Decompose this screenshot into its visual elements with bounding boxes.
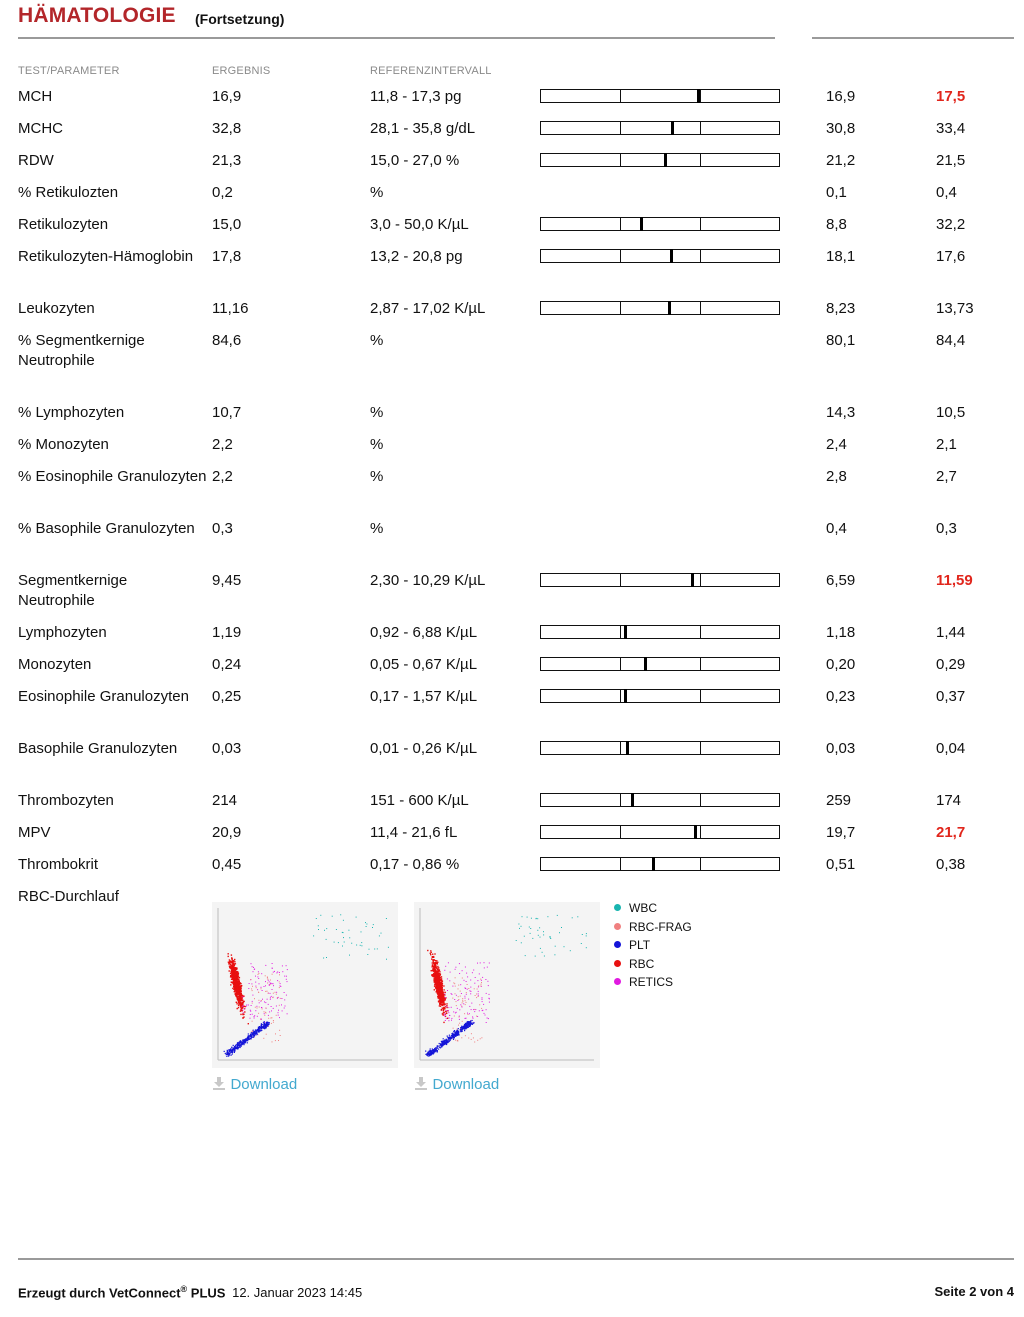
test-name: Monozyten — [18, 656, 92, 673]
reference-interval: % — [370, 404, 384, 421]
header-divider — [18, 37, 775, 39]
range-bar-divider — [700, 122, 701, 134]
range-marker — [670, 249, 673, 263]
reference-interval: 11,8 - 17,3 pg — [370, 88, 462, 105]
test-result: 0,03 — [212, 740, 242, 757]
test-name: Thrombokrit — [18, 856, 99, 873]
history-value-2: 33,4 — [936, 120, 966, 137]
history-value-2: 10,5 — [936, 404, 966, 421]
test-result: 1,19 — [212, 624, 242, 641]
footer-generated — [18, 1284, 362, 1300]
rbc-scatter-plot-2 — [414, 902, 600, 1068]
test-result: 84,6 — [212, 332, 242, 349]
footer-product: PLUS — [190, 1285, 226, 1301]
footer-divider — [18, 1258, 1014, 1260]
reference-interval: % — [370, 436, 384, 453]
reference-interval: 11,4 - 21,6 fL — [370, 824, 458, 841]
reference-interval: 0,01 - 0,26 K/µL — [370, 740, 478, 757]
test-name: Thrombozyten — [18, 792, 114, 809]
range-bar-divider — [700, 218, 701, 230]
range-bar-divider — [700, 658, 701, 670]
legend-label: RBC — [629, 956, 655, 971]
range-bar-divider — [620, 574, 621, 586]
range-bar-divider — [620, 690, 621, 702]
test-result: 0,45 — [212, 856, 242, 873]
range-bar — [540, 793, 780, 807]
legend-dot-icon — [614, 923, 621, 930]
history-value-2: 0,38 — [936, 856, 966, 873]
scatter-plot-svg — [212, 902, 398, 1068]
test-name: Segmentkernige Neutrophile — [18, 572, 128, 609]
history-value-1: 18,1 — [826, 248, 856, 265]
legend-label: PLT — [629, 938, 651, 952]
history-value-1: 1,18 — [826, 624, 856, 641]
history-value-2: 21,7 — [936, 824, 966, 841]
reference-interval: 0,05 - 0,67 K/µL — [370, 656, 478, 673]
history-value-1: 259 — [826, 792, 852, 809]
range-bar — [540, 121, 780, 135]
test-result: 32,8 — [212, 120, 242, 137]
range-marker — [624, 625, 627, 639]
range-bar-divider — [620, 154, 621, 166]
range-bar — [540, 153, 780, 167]
range-bar — [540, 857, 780, 871]
test-result: 17,8 — [212, 248, 242, 265]
test-name: MCH — [18, 88, 53, 105]
reference-interval: 15,0 - 27,0 % — [370, 152, 460, 169]
range-marker — [626, 741, 629, 755]
legend-item — [614, 920, 692, 934]
reference-interval: 0,92 - 6,88 K/µL — [370, 624, 478, 641]
legend-label: RETICS — [629, 975, 674, 989]
history-value-1: 8,23 — [826, 300, 856, 317]
range-bar-divider — [620, 658, 621, 670]
legend-label: WBC — [629, 901, 657, 915]
test-name: % Monozyten — [18, 436, 109, 453]
history-value-1: 0,51 — [826, 856, 856, 873]
legend-item — [614, 957, 654, 971]
legend-dot-icon — [614, 978, 621, 985]
column-header-result: ERGEBNIS — [212, 65, 271, 77]
history-value-2: 0,04 — [936, 740, 966, 757]
test-name: Leukozyten — [18, 300, 95, 317]
range-bar — [540, 825, 780, 839]
section-subtitle: (Fortsetzung) — [195, 11, 285, 27]
range-bar-divider — [700, 154, 701, 166]
test-name: MCHC — [18, 120, 63, 137]
history-value-2: 0,37 — [936, 688, 966, 705]
range-bar-divider — [700, 250, 701, 262]
reference-interval: % — [370, 520, 384, 537]
test-result: 0,25 — [212, 688, 242, 705]
range-bar — [540, 217, 780, 231]
reference-interval: 2,87 - 17,02 K/µL — [370, 300, 486, 317]
range-bar-divider — [620, 218, 621, 230]
range-bar — [540, 741, 780, 755]
range-bar-divider — [700, 302, 701, 314]
history-value-2: 84,4 — [936, 332, 966, 349]
test-name: % Retikulozten — [18, 184, 119, 201]
registered-mark: ® — [180, 1284, 188, 1294]
test-result: 2,2 — [212, 436, 233, 453]
range-marker — [694, 825, 697, 839]
history-value-2: 2,7 — [936, 468, 957, 485]
history-value-1: 8,8 — [826, 216, 847, 233]
history-value-2: 13,73 — [936, 300, 974, 317]
range-bar-divider — [700, 742, 701, 754]
range-bar — [540, 689, 780, 703]
history-value-1: 0,1 — [826, 184, 847, 201]
range-bar-divider — [620, 302, 621, 314]
range-bar — [540, 573, 780, 587]
range-bar — [540, 249, 780, 263]
range-bar — [540, 301, 780, 315]
legend-item — [614, 901, 657, 915]
history-value-2: 17,5 — [936, 88, 966, 105]
range-marker — [668, 301, 671, 315]
legend-item — [614, 938, 650, 952]
history-value-2: 174 — [936, 792, 962, 809]
history-value-1: 2,8 — [826, 468, 847, 485]
test-name: MPV — [18, 824, 51, 841]
range-bar — [540, 657, 780, 671]
range-marker — [671, 121, 674, 135]
range-marker — [640, 217, 643, 231]
legend-dot-icon — [614, 960, 621, 967]
footer-page-number: Seite 2 von 4 — [934, 1284, 1014, 1299]
range-marker — [644, 657, 647, 671]
history-value-2: 21,5 — [936, 152, 966, 169]
range-marker — [697, 89, 700, 103]
history-value-2: 11,59 — [936, 572, 973, 589]
column-header-reference: REFERENZINTERVALL — [370, 65, 492, 77]
history-value-2: 1,44 — [936, 624, 966, 641]
test-result: 15,0 — [212, 216, 242, 233]
test-result: 11,16 — [212, 300, 249, 317]
history-value-1: 30,8 — [826, 120, 856, 137]
test-result: 20,9 — [212, 824, 242, 841]
scatter-plot-svg — [414, 902, 600, 1068]
section-title: HÄMATOLOGIE — [18, 4, 176, 27]
range-bar-divider — [700, 858, 701, 870]
range-bar-divider — [700, 826, 701, 838]
footer-generated-by: Erzeugt durch VetConnect — [18, 1285, 181, 1301]
history-value-2: 2,1 — [936, 436, 957, 453]
history-value-2: 17,6 — [936, 248, 966, 265]
history-value-1: 0,23 — [826, 688, 856, 705]
history-value-1: 0,20 — [826, 656, 856, 673]
range-bar-divider — [700, 90, 701, 102]
download-link-2[interactable] — [414, 1076, 499, 1094]
reference-interval: % — [370, 332, 384, 349]
range-marker — [631, 793, 634, 807]
test-result: 2,2 — [212, 468, 233, 485]
history-value-1: 2,4 — [826, 436, 847, 453]
range-bar-divider — [700, 574, 701, 586]
range-bar-divider — [620, 250, 621, 262]
range-bar-divider — [620, 858, 621, 870]
reference-interval: 0,17 - 0,86 % — [370, 856, 460, 873]
history-value-1: 80,1 — [826, 332, 856, 349]
history-value-1: 0,4 — [826, 520, 847, 537]
range-bar-divider — [700, 626, 701, 638]
reference-interval: 28,1 - 35,8 g/dL — [370, 120, 476, 137]
header-divider-history — [812, 37, 1014, 39]
history-value-2: 0,4 — [936, 184, 957, 201]
range-bar-divider — [620, 826, 621, 838]
range-marker — [691, 573, 694, 587]
test-name: Eosinophile Granulozyten — [18, 688, 189, 705]
download-label: Download — [432, 1076, 500, 1093]
range-bar-divider — [620, 122, 621, 134]
test-result: 214 — [212, 792, 238, 809]
test-name: % Segmentkernige Neutrophile — [18, 332, 145, 369]
range-bar-divider — [700, 794, 701, 806]
reference-interval: 0,17 - 1,57 K/µL — [370, 688, 478, 705]
reference-interval: 151 - 600 K/µL — [370, 792, 469, 809]
footer-date: 12. Januar 2023 14:45 — [232, 1285, 363, 1301]
test-result: 16,9 — [212, 88, 242, 105]
legend-dot-icon — [614, 941, 621, 948]
test-result: 10,7 — [212, 404, 242, 421]
range-bar-divider — [700, 690, 701, 702]
range-bar-divider — [620, 742, 621, 754]
test-name: % Eosinophile Granulozyten — [18, 468, 207, 485]
history-value-1: 14,3 — [826, 404, 856, 421]
range-marker — [652, 857, 655, 871]
test-result: 0,3 — [212, 520, 233, 537]
test-result: 0,2 — [212, 184, 233, 201]
history-value-1: 6,59 — [826, 572, 856, 589]
history-value-1: 19,7 — [826, 824, 856, 841]
range-bar — [540, 89, 780, 103]
test-result: 9,45 — [212, 572, 242, 589]
test-name: % Lymphozyten — [18, 404, 125, 421]
range-marker — [664, 153, 667, 167]
reference-interval: 13,2 - 20,8 pg — [370, 248, 463, 265]
legend-dot-icon — [614, 904, 621, 911]
test-name: Retikulozyten-Hämoglobin — [18, 248, 194, 265]
legend-item — [614, 975, 673, 989]
history-value-2: 0,3 — [936, 520, 957, 537]
test-name: RDW — [18, 152, 54, 169]
range-bar-divider — [620, 90, 621, 102]
download-icon — [414, 1076, 428, 1090]
range-bar-divider — [620, 626, 621, 638]
test-name: % Basophile Granulozyten — [18, 520, 195, 537]
test-result: 0,24 — [212, 656, 242, 673]
reference-interval: % — [370, 184, 384, 201]
range-bar-divider — [620, 794, 621, 806]
legend-label: RBC-FRAG — [629, 919, 692, 934]
test-name: Basophile Granulozyten — [18, 740, 178, 757]
reference-interval: 3,0 - 50,0 K/µL — [370, 216, 469, 233]
test-name: Lymphozyten — [18, 624, 107, 641]
download-icon — [212, 1076, 226, 1090]
rbc-run-label: RBC-Durchlauf — [18, 888, 119, 905]
download-link-1[interactable] — [212, 1076, 297, 1094]
column-header-test: TEST/PARAMETER — [18, 65, 120, 77]
range-bar — [540, 625, 780, 639]
history-value-2: 0,29 — [936, 656, 966, 673]
history-value-1: 21,2 — [826, 152, 856, 169]
rbc-scatter-plot-1 — [212, 902, 398, 1068]
history-value-1: 0,03 — [826, 740, 856, 757]
test-result: 21,3 — [212, 152, 242, 169]
range-marker — [624, 689, 627, 703]
test-name: Retikulozyten — [18, 216, 109, 233]
history-value-2: 32,2 — [936, 216, 966, 233]
reference-interval: 2,30 - 10,29 K/µL — [370, 572, 486, 589]
reference-interval: % — [370, 468, 384, 485]
history-value-1: 16,9 — [826, 88, 856, 105]
download-label: Download — [230, 1076, 298, 1093]
